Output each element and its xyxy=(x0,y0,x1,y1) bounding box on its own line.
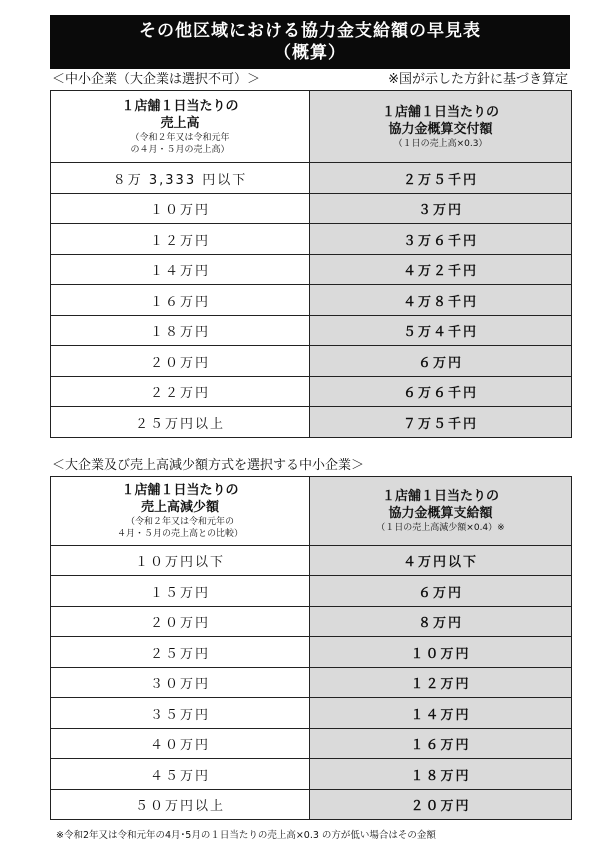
sales-cell: １８万円 xyxy=(51,316,310,346)
title-banner xyxy=(50,15,570,69)
decrease-cell: ４５万円 xyxy=(51,759,310,790)
amount-cell: ３万円 xyxy=(310,194,572,224)
decrease-cell: ２０万円 xyxy=(51,607,310,637)
footnote: ※令和2年又は令和元年の4月･5月の１日当たりの売上高×0.3 の方が低い場合はその金額 xyxy=(56,830,436,841)
header-line: １店舗１日当たりの xyxy=(121,483,239,498)
amount-cell: １２万円 xyxy=(310,668,572,698)
amount-cell: ６万６千円 xyxy=(310,377,572,407)
header-note: （１日の売上高×0.3） xyxy=(393,138,488,149)
header-line: 売上高減少額 xyxy=(140,500,219,515)
amount-cell: ２万５千円 xyxy=(310,163,572,194)
table-row xyxy=(51,637,572,668)
amount-cell: ４万２千円 xyxy=(310,255,572,285)
decrease-cell: １０万円以下 xyxy=(51,546,310,576)
sales-column-header xyxy=(51,91,310,163)
decrease-cell: ３０万円 xyxy=(51,668,310,698)
header-line: 協力金概算交付額 xyxy=(388,121,493,137)
header-note: （令和２年又は令和元年の xyxy=(125,517,234,527)
header-line: 売上高 xyxy=(160,115,200,131)
table-header-row xyxy=(51,91,572,163)
sales-cell: １４万円 xyxy=(51,255,310,285)
table-row xyxy=(51,377,572,407)
page-subtitle: （概算） xyxy=(274,43,346,63)
amount-cell: ８万円 xyxy=(310,607,572,637)
decrease-cell: ４０万円 xyxy=(51,729,310,759)
sales-cell: ２５万円以上 xyxy=(51,407,310,438)
decrease-column-header xyxy=(51,477,310,546)
amount-column-header xyxy=(310,477,572,546)
sales-cell: ２０万円 xyxy=(51,346,310,377)
header-note: の４月・５月の売上高） xyxy=(130,144,230,155)
decrease-cell: ３５万円 xyxy=(51,698,310,729)
table-row xyxy=(51,255,572,285)
decrease-cell: ５０万円以上 xyxy=(51,790,310,820)
table-row xyxy=(51,729,572,759)
table-row xyxy=(51,316,572,346)
sales-cell: ２２万円 xyxy=(51,377,310,407)
page-title: その他区域における協力金支給額の早見表 xyxy=(139,21,481,41)
table-row xyxy=(51,224,572,255)
sales-cell: ８万 3,333 円以下 xyxy=(51,163,310,194)
section1-note: ※国が示した方針に基づき算定 xyxy=(388,72,568,87)
table-row xyxy=(51,285,572,316)
sales-cell: １０万円 xyxy=(51,194,310,224)
header-line: １店舗１日当たりの xyxy=(381,489,499,504)
amount-cell: ５万４千円 xyxy=(310,316,572,346)
sme-sales-table xyxy=(50,90,572,438)
table-row xyxy=(51,790,572,820)
table-row xyxy=(51,407,572,438)
sales-cell: １６万円 xyxy=(51,285,310,316)
amount-cell: ２０万円 xyxy=(310,790,572,820)
amount-cell: １４万円 xyxy=(310,698,572,729)
decrease-cell: ２５万円 xyxy=(51,637,310,668)
sales-cell: １２万円 xyxy=(51,224,310,255)
header-line: １店舗１日当たりの xyxy=(121,98,239,114)
table-row xyxy=(51,607,572,637)
large-enterprise-decrease-table xyxy=(50,476,572,820)
table-row xyxy=(51,668,572,698)
table-row xyxy=(51,576,572,607)
header-line: 協力金概算支給額 xyxy=(388,506,493,521)
amount-cell: ４万８千円 xyxy=(310,285,572,316)
table-header-row xyxy=(51,477,572,546)
decrease-cell: １５万円 xyxy=(51,576,310,607)
amount-cell: ４万円以下 xyxy=(310,546,572,576)
amount-cell: １６万円 xyxy=(310,729,572,759)
amount-cell: ３万６千円 xyxy=(310,224,572,255)
amount-cell: ７万５千円 xyxy=(310,407,572,438)
amount-cell: １８万円 xyxy=(310,759,572,790)
header-line: １店舗１日当たりの xyxy=(381,104,499,120)
table-row xyxy=(51,759,572,790)
amount-cell: ６万円 xyxy=(310,576,572,607)
section1-label: ＜中小企業（大企業は選択不可）＞ xyxy=(52,72,261,87)
table-row xyxy=(51,698,572,729)
header-note: ４月・５月の売上高との比較） xyxy=(116,529,243,539)
header-note: （令和２年又は令和元年 xyxy=(130,132,230,143)
amount-column-header xyxy=(310,91,572,163)
table-row xyxy=(51,163,572,194)
section2-label: ＜大企業及び売上高減少額方式を選択する中小企業＞ xyxy=(52,458,365,473)
table-row xyxy=(51,546,572,576)
header-note: （１日の売上高減少額×0.4）※ xyxy=(376,523,505,533)
amount-cell: １０万円 xyxy=(310,637,572,668)
amount-cell: ６万円 xyxy=(310,346,572,377)
table-row xyxy=(51,194,572,224)
table-row xyxy=(51,346,572,377)
